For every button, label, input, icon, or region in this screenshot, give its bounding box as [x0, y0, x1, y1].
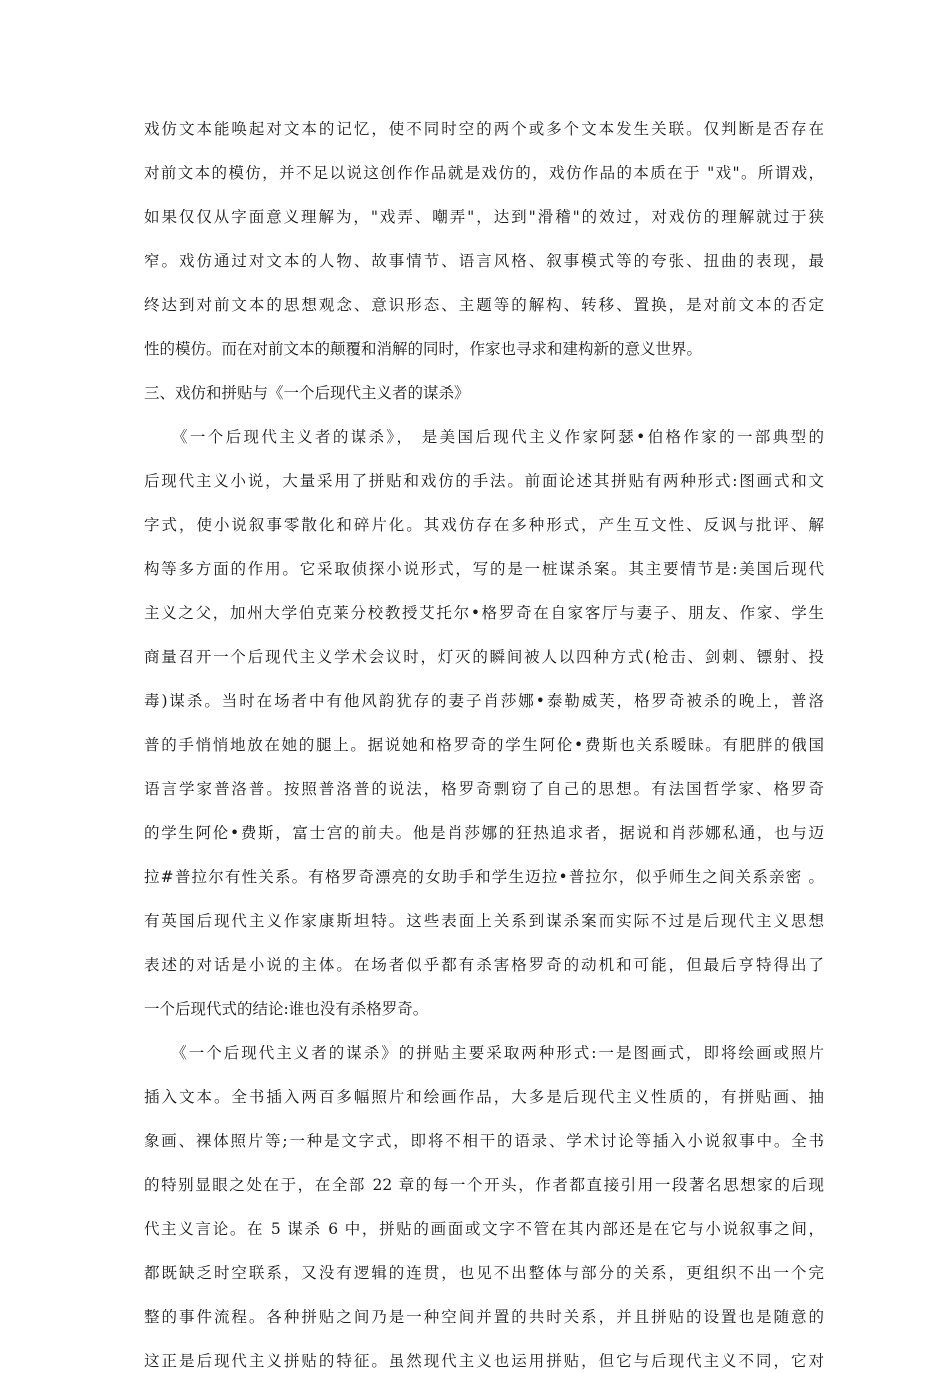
text-line: 字式，使小说叙事零散化和碎片化。其戏仿存在多种形式，产生互文性、反讽与批评、解 [144, 516, 824, 534]
text-line: 如果仅仅从字面意义理解为，"戏弄、嘲弄"，达到"滑稽"的效过，对戏仿的理解就过于狭 [144, 208, 824, 226]
text-line: 的学生阿伦•费斯，富士宫的前夫。他是肖莎娜的狂热追求者，据说和肖莎娜私通，也与迈 [144, 824, 824, 842]
text-line: 对前文本的模仿，并不足以说这创作作品就是戏仿的，戏仿作品的本质在于 "戏"。所谓戏， [144, 164, 824, 182]
text-line: 性的模仿。而在对前文本的颠覆和消解的同时，作家也寻求和建构新的意义世界。 [144, 340, 703, 358]
text-line: 普的手悄悄地放在她的腿上。据说她和格罗奇的学生阿伦•费斯也关系暧昧。有肥胖的俄国 [144, 736, 824, 754]
text-line: 都既缺乏时空联系，又没有逻辑的连贯，也见不出整体与部分的关系，更组织不出一个完 [144, 1264, 824, 1282]
text-line: 终达到对前文本的思想观念、意识形态、主题等的解构、转移、置换，是对前文本的否定 [144, 296, 824, 314]
text-line: 象画、裸体照片等;一种是文字式，即将不相干的语录、学术讨论等插入小说叙事中。全书 [144, 1132, 824, 1150]
text-line: 拉#普拉尔有性关系。有格罗奇漂亮的女助手和学生迈拉•普拉尔，似乎师生之间关系亲密 。 [144, 868, 824, 886]
text-line: 插入文本。全书插入两百多幅照片和绘画作品，大多是后现代主义性质的，有拼贴画、抽 [144, 1088, 824, 1106]
text-line: 整的事件流程。各种拼贴之间乃是一种空间并置的共时关系，并且拼贴的设置也是随意的 [144, 1308, 824, 1326]
text-line: 代主义言论。在 5 谋杀 6 中，拼贴的画面或文字不管在其内部还是在它与小说叙事之间， [144, 1220, 824, 1238]
text-line: 《一个后现代主义者的谋杀》的拼贴主要采取两种形式:一是图画式，即将绘画或照片 [144, 1044, 824, 1062]
text-line: 毒)谋杀。当时在场者中有他风韵犹存的妻子肖莎娜•泰勒威芙，格罗奇被杀的晚上，普洛 [144, 692, 824, 710]
text-line: 的特别显眼之处在于，在全部 22 章的每一个开头，作者都直接引用一段著名思想家的后现 [144, 1176, 824, 1194]
text-line: 有英国后现代主义作家康斯坦特。这些表面上关系到谋杀案而实际不过是后现代主义思想 [144, 912, 824, 930]
text-line: 语言学家普洛普。按照普洛普的说法，格罗奇剽窃了自己的思想。有法国哲学家、格罗奇 [144, 780, 824, 798]
section-heading: 三、戏仿和拼贴与《一个后现代主义者的谋杀》 [144, 384, 470, 402]
text-line: 主义之父，加州大学伯克莱分校教授艾托尔•格罗奇在自家客厅与妻子、朋友、作家、学生 [144, 604, 824, 622]
text-line: 戏仿文本能唤起对文本的记忆，使不同时空的两个或多个文本发生关联。仅判断是否存在 [144, 120, 824, 138]
text-line: 窄。戏仿通过对文本的人物、故事情节、语言风格、叙事模式等的夸张、扭曲的表现，最 [144, 252, 824, 270]
text-line: 构等多方面的作用。它采取侦探小说形式，写的是一桩谋杀案。其主要情节是:美国后现代 [144, 560, 824, 578]
text-line: 《一个后现代主义者的谋杀》， 是美国后现代主义作家阿瑟•伯格作家的一部典型的 [144, 428, 824, 446]
text-line: 表述的对话是小说的主体。在场者似乎都有杀害格罗奇的动机和可能，但最后亨特得出了 [144, 956, 824, 974]
text-line: 商量召开一个后现代主义学术会议时，灯灭的瞬间被人以四种方式(枪击、剑刺、镖射、投 [144, 648, 824, 666]
text-line: 一个后现代式的结论:谁也没有杀格罗奇。 [144, 1000, 429, 1018]
text-line: 后现代主义小说，大量采用了拼贴和戏仿的手法。前面论述其拼贴有两种形式:图画式和文 [144, 472, 824, 490]
text-line: 这正是后现代主义拼贴的特征。虽然现代主义也运用拼贴，但它与后现代主义不同，它对 [144, 1352, 824, 1370]
